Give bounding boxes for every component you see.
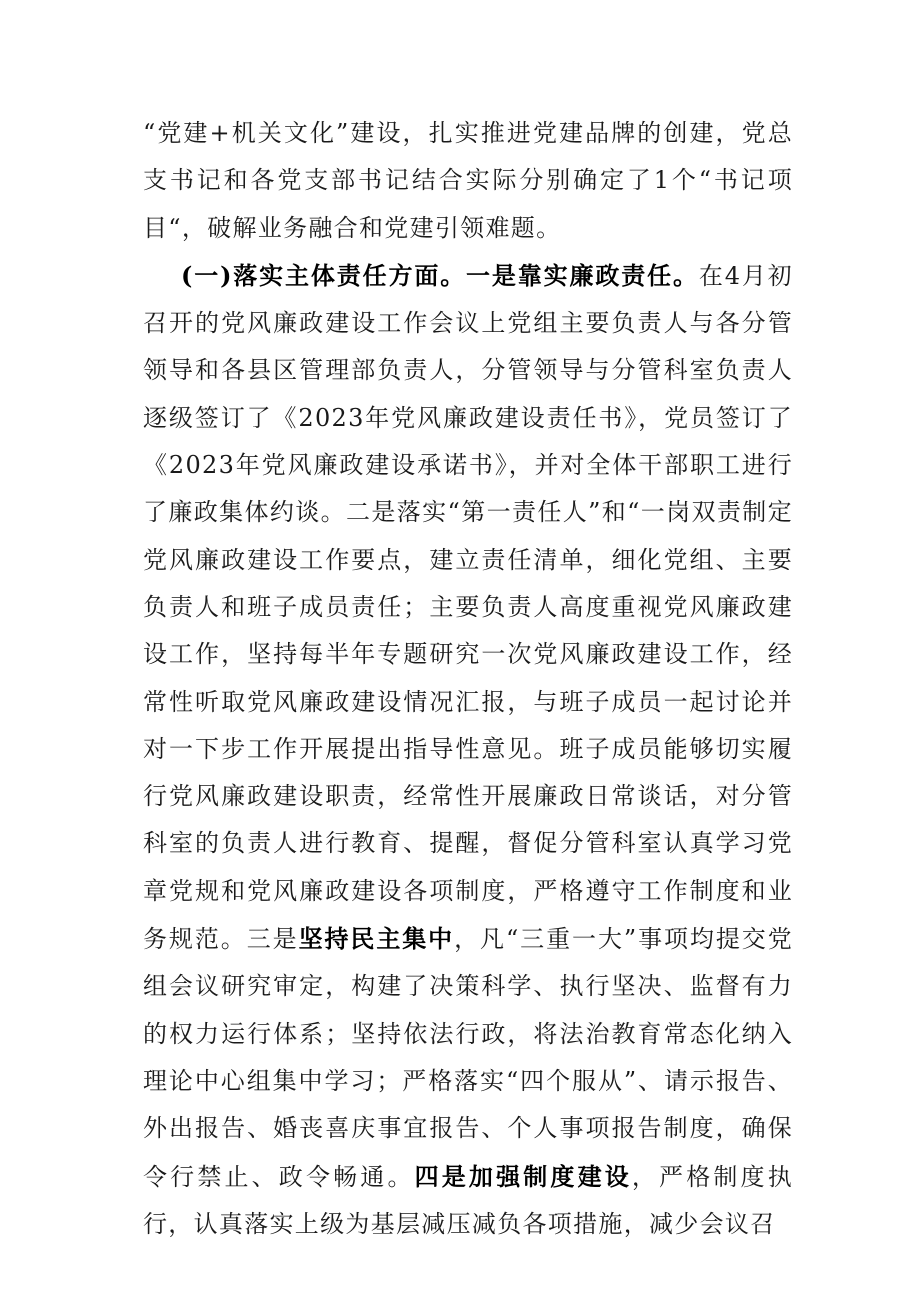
text-segment: 在4月初召开的党风廉政建设工作会议上党组主要负责人与各分管领导和各县区管理部负责人，分管领导与分管科室负责人逐级签订了《2023年党风廉政建设责任书》，党员签订了《2023年党风廉政建设承诺书》，并对全体干部职工进行了廉政集体约谈。二是落实“第一责任人”和“一岗双责制定党风廉政建设工作要点，建立责任清单，细化党组、主要负责人和班子成员责任；主要负责人高度重视党风廉政建设工作，坚持每半年专题研究一次党风廉政建设工作，经常性听取党风廉政建设情况汇报，与班子成员一起讨论并对一下步工作开展提出指导性意见。班子成员能够切实履行党风廉政建设职责，经常性开展廉政日常谈话，对分管科室的负责人进行教育、提醒，督促分管科室认真学习党章党规和党风廉政建设各项制度，严格遵守工作制度和业务规范。三是 — [143, 261, 793, 954]
emphasis-segment: 坚持民主集中 — [298, 924, 455, 954]
text-segment: ，严格制度执行，认真落实上级为基层减压减负各项措施，减少会议召 — [143, 1162, 793, 1238]
heading-segment: (一)落实主体责任方面。一是靠实廉政责任。 — [181, 260, 699, 290]
text-segment: ，凡“三重一大”事项均提交党组会议研究审定，构建了决策科学、执行坚决、监督有力的权力运行体系；坚持依法行政，将法治教育常态化纳入理论中心组集中学习；严格落实“四个服从”、请示报告、外出报告、婚丧喜庆事宜报告、个人事项报告制度，确保令行禁止、政令畅通。 — [143, 925, 793, 1191]
document-body — [143, 110, 793, 1248]
emphasis-segment: 四是加强制度建设 — [414, 1161, 632, 1191]
paragraph-main-responsibility — [143, 252, 793, 1248]
paragraph-continuation — [143, 110, 793, 252]
text-segment: “党建+机关文化”建设，扎实推进党建品牌的创建，党总支书记和各党支部书记结合实际分别确定了1个“书记项目“，破解业务融合和党建引领难题。 — [143, 119, 793, 242]
